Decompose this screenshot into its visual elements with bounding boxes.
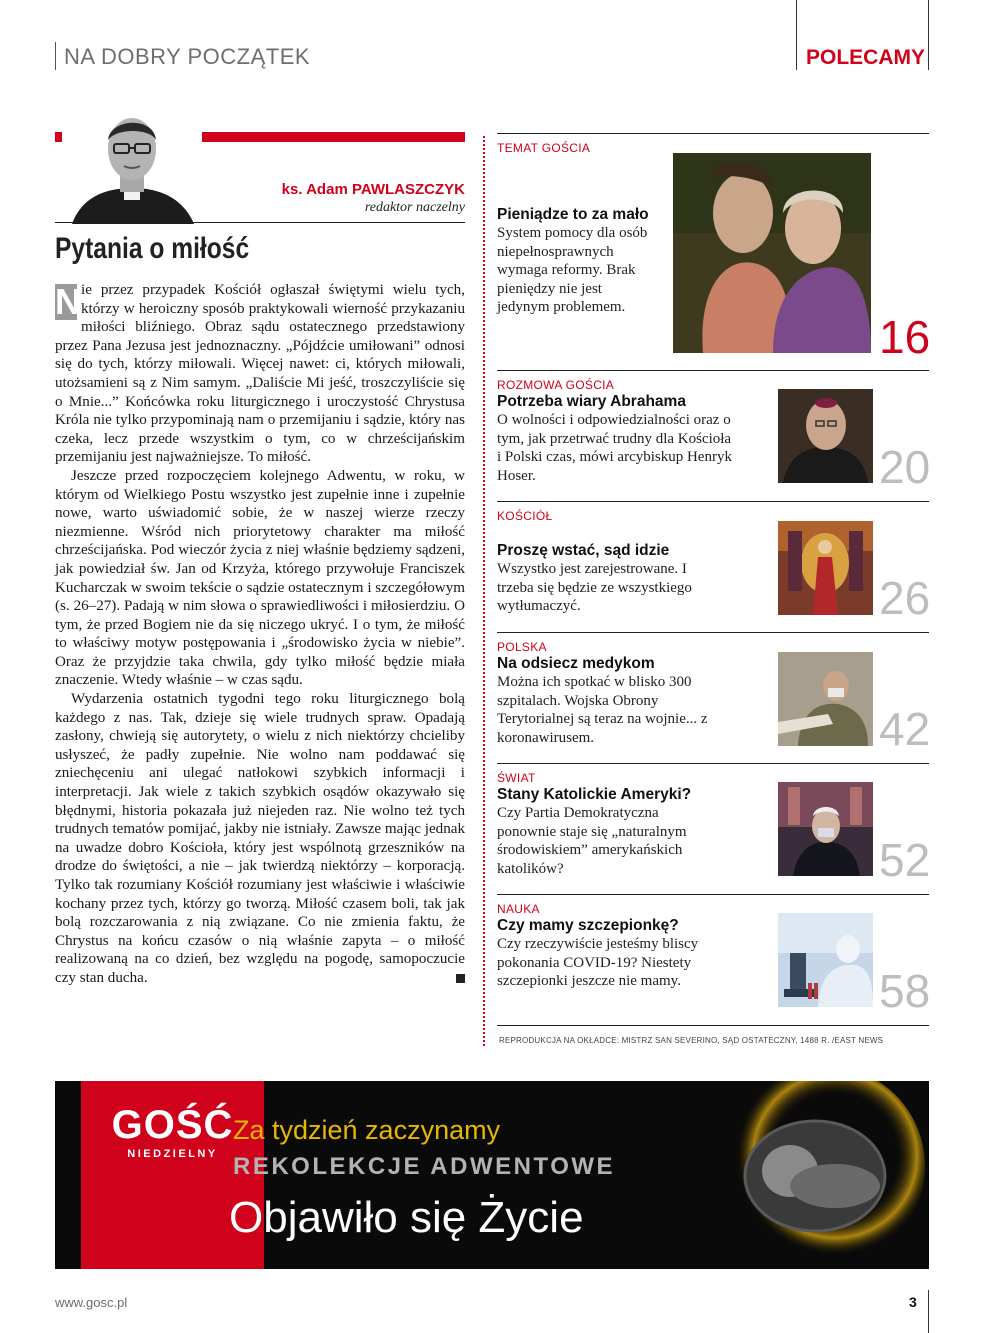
toc-headline: Pieniądze to za mało xyxy=(497,206,649,223)
page-number: 3 xyxy=(909,1294,917,1310)
header-right-rule xyxy=(796,0,797,70)
toc-divider xyxy=(497,1025,929,1026)
toc-headline: Czy mamy szczepionkę? xyxy=(497,917,679,934)
toc-description: Wszystko jest zarejestrowane. I trzeba się będzie ze wszystkiego wytłumaczyć. xyxy=(497,561,692,614)
website-link[interactable]: www.gosc.pl xyxy=(55,1295,128,1310)
toc-divider xyxy=(497,894,929,895)
header-left-rule xyxy=(55,42,56,70)
toc-divider xyxy=(497,632,929,633)
toc-category: KOŚCIÓŁ xyxy=(497,509,553,523)
disability-family-photo xyxy=(673,153,871,353)
last-judgment-painting xyxy=(778,521,873,615)
toc-headline: Stany Katolickie Ameryki? xyxy=(497,786,692,803)
toc-description: System pomocy dla osób niepełnosprawnych wymaga reformy. Brak pieniędzy nie jest jedynym problemem. xyxy=(497,225,648,315)
gosc-logo-subtitle: NIEDZIELNY xyxy=(127,1148,218,1160)
politician-church-photo xyxy=(778,782,873,876)
toc-page-number: 42 xyxy=(879,703,931,755)
drop-cap: N xyxy=(55,281,81,322)
header-right-rule xyxy=(928,0,929,70)
advert-banner[interactable] xyxy=(55,1081,929,1269)
editorial-paragraph: N ie przez przypadek Kościół ogłaszał świętymi wielu tych, którzy w heroiczny sposób praktykowali wierność przykazaniu miłości bliźniego. Obraz sądu ostatecznego przedstawiony przez Pana Jezusa jest jednoznaczny. „Pójdźcie umiłowani” odnosi się do tych, którzy miłowali. Więcej nawet: ci, których miłowali, utożsamieni są z Nim samym. „Daliście Mi jeść, troszczyliście się o Mnie...” Końcówka roku liturgicznego i uroczystość Chrystusa Króla nie tylko przypominają nam o przemijaniu i sądzie, który nas czeka, lecz przede wszystkim o tym, co w chrześcijańskim przemijaniu jest najważniejsze. To miłość. xyxy=(55,281,465,466)
toc-category: TEMAT GOŚCIA xyxy=(497,141,591,155)
editorial-paragraph: Wydarzenia ostatnich tygodni tego roku liturgicznego bolą każdego z nas. Tak, dzieje się wiele trudnych spraw. Opadają zasłony, chwieją się autorytety, o wielu z nich niektórzy chcieliby usłyszeć, że padły zupełnie. Nie wolno nam poddawać się zniechęceniu ani ulegać natłokowi szybkich informacji i interpretacji. Jak wiele z takich szybkich osądów okazywało się błędnymi, historia pokazała już niejeden raz. Nie wolno też tych trudnych tematów pomijać, jakby nie istniały. Zawsze mając jednak na uwadze dobro Kościoła, który jest wspólnotą grzeszników na drodze do świętości, a nie – jak twierdzą niektórzy – korporacją. Tylko tak rozumiany Kościół rozumiany jest właściwie i właściwie kochany przez tych, którzy go tworzą. Miłość czasem boli, tak jak bolą rozczarowania z nią związane. Co nie zmienia faktu, że Chrystus na końcu czasów o nią właśnie zapyta – o miłość realizowaną na co dzień, bez względu na pogodę, samopoczucie czy stan ducha. xyxy=(55,691,465,986)
toc-page-number: 20 xyxy=(879,441,931,493)
advert-line-1: Za tydzień zaczynamy xyxy=(233,1115,501,1145)
toc-category: NAUKA xyxy=(497,902,540,916)
author-divider xyxy=(55,222,465,223)
archbishop-photo xyxy=(778,389,873,483)
column-separator xyxy=(483,136,485,1046)
soldier-medic-photo xyxy=(778,652,873,746)
laboratory-photo xyxy=(778,913,873,1007)
end-of-article-mark xyxy=(456,974,465,983)
toc-top-rule xyxy=(497,133,929,134)
toc-description: O wolności i odpowiedzialności oraz o tym, jak przetrwać trudny dla Kościoła i Polski czas, mówi arcybiskup Henryk Hoser. xyxy=(497,412,732,484)
toc-page-number: 16 xyxy=(879,311,931,363)
toc-page-number: 58 xyxy=(879,965,931,1017)
toc-divider xyxy=(497,501,929,502)
author-role: redaktor naczelny xyxy=(364,200,465,215)
editorial-body xyxy=(55,281,465,988)
toc-category: POLSKA xyxy=(497,640,547,654)
toc-divider xyxy=(497,370,929,371)
editorial-paragraph: Jeszcze przed rozpoczęciem kolejnego Adwentu, w roku, w którym od Wielkiego Postu wszystko jest zupełnie inne i zupełnie nowe, warto uświadomić sobie, że w naszej wierze rzeczy niezmienne. Wśród nich priorytetowy charakter ma miłość chrześcijańska. Pod wieczór życia z niej właśnie będziemy sądzeni, jak powiedział św. Jan od Krzyża, którego przywołuje Franciszek Kucharczak w swoim tekście o sądzie ostatecznym i szczegółowym (s. 26–27). Padają w nim słowa o sprawiedliwości i miłosierdziu. O tym, że przed Bogiem nie da się niczego ukryć. I o tym, że miłość to właściwy motyw postępowania i „środowisko życia w niebie”. Oraz że przyjdzie taka chwila, gdy tylko miłość będzie miała znaczenie. Wtedy właśnie – w czas sądu. xyxy=(55,467,465,689)
toc-description: Można ich spotkać w blisko 300 szpitalach. Wojska Obrony Terytorialnej są teraz na wojnie... z koronawirusem. xyxy=(497,674,708,746)
toc-headline: Na odsiecz medykom xyxy=(497,655,655,672)
toc-headline: Potrzeba wiary Abrahama xyxy=(497,393,686,410)
toc-divider xyxy=(497,763,929,764)
author-portrait xyxy=(62,104,202,224)
toc-headline: Proszę wstać, sąd idzie xyxy=(497,542,670,559)
footer-rule xyxy=(928,1290,929,1333)
gosc-logo: GOŚĆ xyxy=(111,1103,234,1147)
toc-description: Czy rzeczywiście jesteśmy bliscy pokonania COVID-19? Niestety szczepionki jeszcze nie mamy. xyxy=(497,936,699,989)
section-title-left: NA DOBRY POCZĄTEK xyxy=(64,44,311,69)
toc-page-number: 52 xyxy=(879,834,931,886)
toc-category: ROZMOWA GOŚCIA xyxy=(497,378,615,392)
advert-line-3: Objawiło się Życie xyxy=(229,1193,584,1242)
advert-line-2: REKOLEKCJE ADWENTOWE xyxy=(233,1153,616,1180)
toc-description: Czy Partia Demokratyczna ponownie staje się „naturalnym środowiskiem” amerykańskich katolików? xyxy=(497,805,687,877)
author-name: ks. Adam PAWLASZCZYK xyxy=(281,181,465,198)
editorial-title: Pytania o miłość xyxy=(55,232,250,265)
ultrasound-image xyxy=(695,1081,929,1269)
toc-page-number: 26 xyxy=(879,572,931,624)
cover-credit: REPRODUKCJA NA OKŁADCE: MISTRZ SAN SEVERINO, SĄD OSTATECZNY, 1488 R. /EAST NEWS xyxy=(499,1036,884,1045)
section-title-right: POLECAMY xyxy=(806,46,926,69)
toc-category: ŚWIAT xyxy=(497,771,536,785)
